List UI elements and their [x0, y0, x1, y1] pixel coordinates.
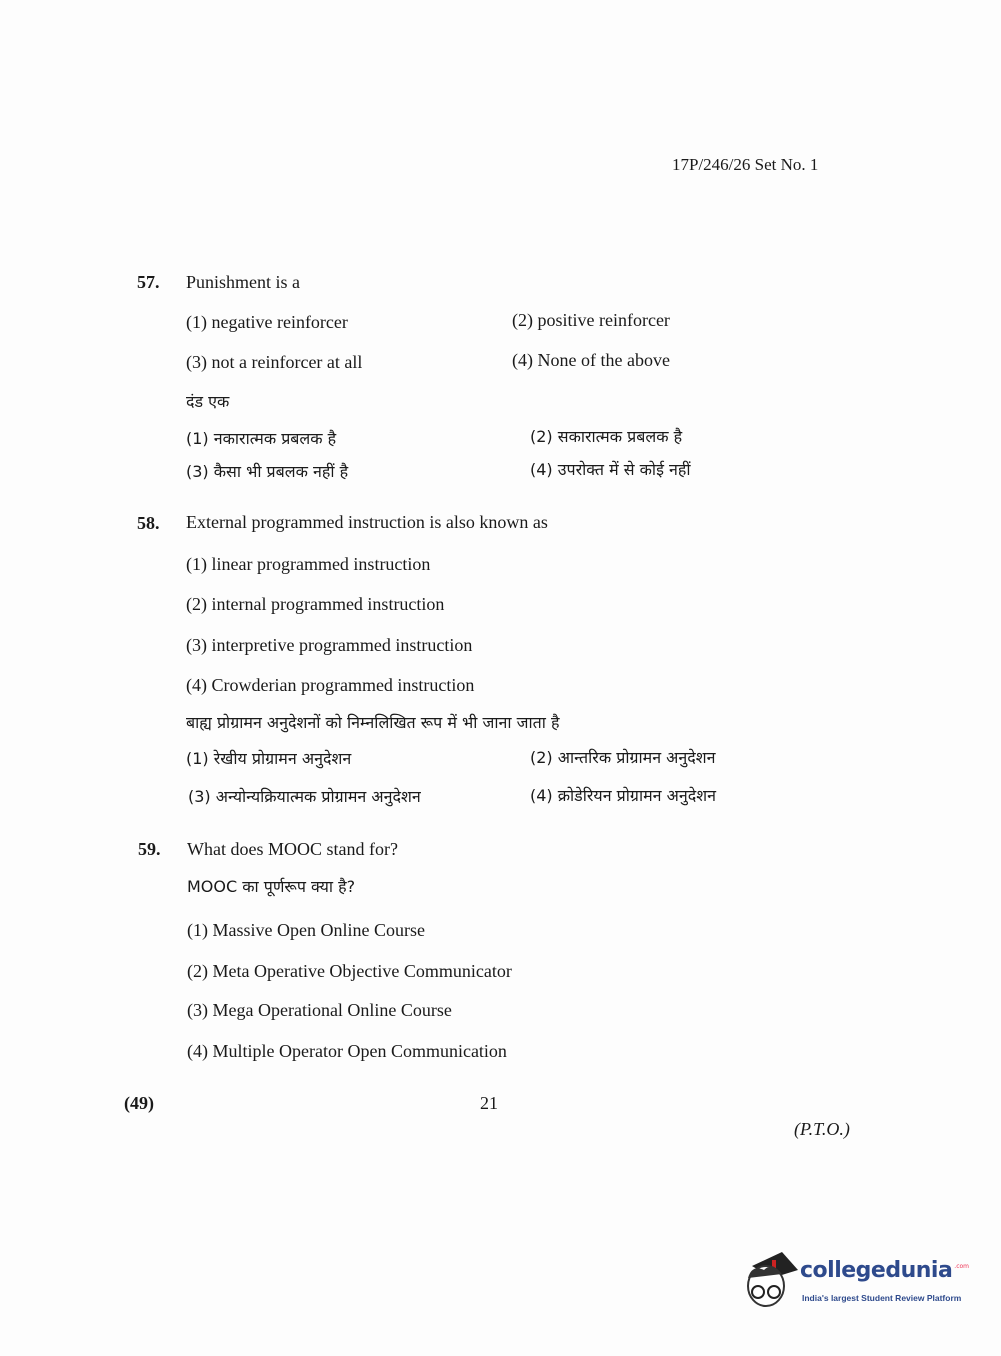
question-number: 57. [137, 272, 160, 292]
option: (1) linear programmed instruction [186, 554, 431, 574]
option: (4) Crowderian programmed instruction [186, 675, 475, 695]
question-number: 58. [137, 513, 160, 533]
hindi-option: (4) क्रोडेरियन प्रोग्रामन अनुदेशन [530, 786, 716, 805]
hindi-option: (2) आन्तरिक प्रोग्रामन अनुदेशन [530, 748, 716, 767]
hindi-option: (4) उपरोक्त में से कोई नहीं [530, 460, 691, 479]
brand-suffix: .com [954, 1263, 970, 1270]
hindi-option: (1) रेखीय प्रोग्रामन अनुदेशन [186, 749, 352, 768]
hindi-option: (3) कैसा भी प्रबलक नहीं है [186, 462, 349, 481]
option: (3) Mega Operational Online Course [187, 1000, 452, 1020]
page-number: 21 [480, 1093, 498, 1113]
collegedunia-logo [742, 1248, 982, 1320]
question-text: What does MOOC stand for? [187, 839, 398, 859]
option: (2) Meta Operative Objective Communicator [187, 961, 512, 981]
pto-label: (P.T.O.) [794, 1119, 850, 1139]
option: (3) interpretive programmed instruction [186, 635, 473, 655]
question-text: External programmed instruction is also known as [186, 512, 548, 532]
question-text: Punishment is a [186, 272, 301, 292]
option: (3) not a reinforcer at all [186, 352, 363, 372]
brand-row [800, 1260, 969, 1282]
option: (4) Multiple Operator Open Communication [187, 1041, 507, 1061]
hindi-question: दंड एक [186, 392, 230, 411]
question-count: (49) [124, 1093, 154, 1113]
paper-code: 17P/246/26 Set No. 1 [672, 155, 819, 174]
brand-name: collegedunia [800, 1258, 953, 1283]
brand-tagline: India's largest Student Review Platform [802, 1293, 962, 1303]
mascot-icon [742, 1248, 798, 1318]
hindi-question: MOOC का पूर्णरूप क्या है? [187, 877, 356, 896]
hindi-option: (2) सकारात्मक प्रबलक है [530, 427, 683, 446]
option: (2) internal programmed instruction [186, 594, 445, 614]
hindi-question: बाह्य प्रोग्रामन अनुदेशनों को निम्नलिखित रूप में भी जाना जाता है [186, 713, 560, 732]
hindi-option: (1) नकारात्मक प्रबलक है [186, 429, 337, 448]
hindi-option: (3) अन्योन्यक्रियात्मक प्रोग्रामन अनुदेशन [188, 787, 421, 806]
option: (4) None of the above [512, 350, 670, 370]
question-number: 59. [138, 839, 161, 859]
option: (1) negative reinforcer [186, 312, 348, 332]
option: (1) Massive Open Online Course [187, 920, 425, 940]
option: (2) positive reinforcer [512, 310, 670, 330]
